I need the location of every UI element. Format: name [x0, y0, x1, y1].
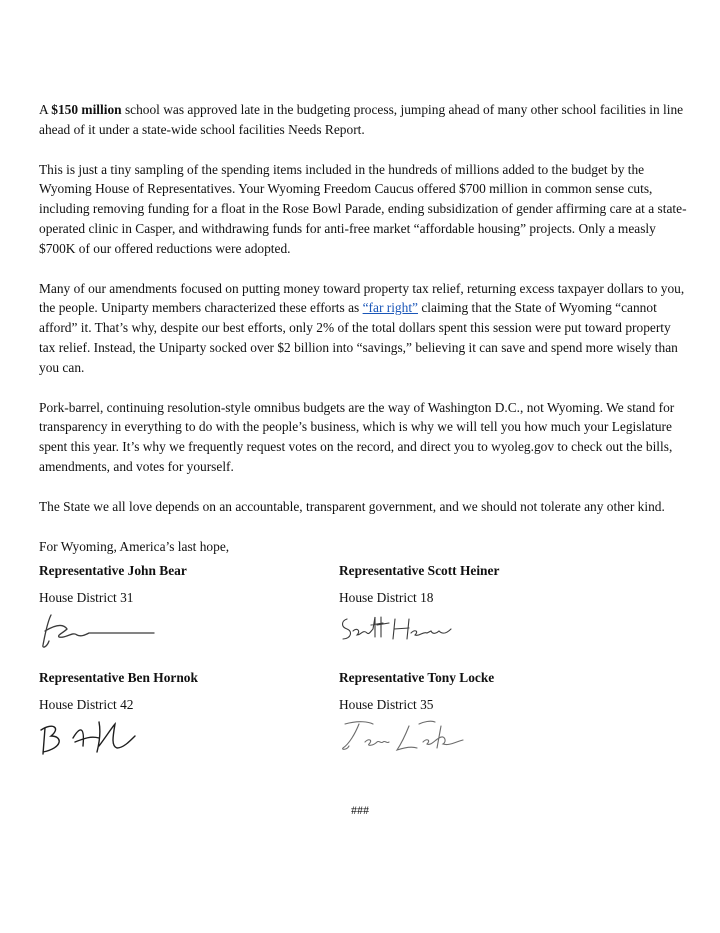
signatory-name: Representative John Bear: [39, 563, 187, 578]
signature-scott-heiner-icon: [339, 611, 459, 647]
signatory-name: Representative Scott Heiner: [339, 563, 500, 578]
paragraph-transparency: Pork-barrel, continuing resolution-style omnibus budgets are the way of Washington D.C., not Wyoming. We stand for transparency in everything to do with the people’s business, which is why we will tell you how much your Legislature spent this year. It’s why we frequently request votes on the record, and direct you to wyoleg.gov to check out the bills, amendments, and votes for yourself.: [39, 399, 675, 474]
paragraph-spending: This is just a tiny sampling of the spending items included in the hundreds of millions added to the budget by the Wyoming House of Representatives. Your Wyoming Freedom Caucus offered $700 million in common sense cuts, including removing funding for a float in the Rose Bowl Parade, ending subsidization of gender affirming care at a state-operated clinic in Casper, and withdrawing funds for anti-free market “affordable housing” projects. Only a measly $700K of our offered reductions were adopted.: [39, 161, 687, 256]
end-mark: ###: [351, 803, 369, 817]
signatory-district: House District 18: [339, 590, 434, 605]
letter-body: [39, 100, 689, 576]
signatory-scott-heiner: [339, 561, 639, 647]
signatory-district: House District 31: [39, 590, 134, 605]
signature-tony-locke-icon: [339, 718, 469, 756]
paragraph-school: A $150 million school was approved late in the budgeting process, jumping ahead of many other school facilities in line ahead of it under a state-wide school facilities Needs Report.: [39, 102, 684, 137]
closing-line: For Wyoming, America’s last hope,: [39, 538, 230, 554]
signature-john-bear-icon: [39, 611, 169, 651]
bold-amount: $150 million: [51, 102, 122, 117]
signatory-tony-locke: [339, 668, 639, 756]
far-right-link[interactable]: “far right”: [362, 300, 418, 316]
signatory-name: Representative Ben Hornok: [39, 670, 198, 685]
signatory-district: House District 35: [339, 697, 434, 712]
signature-ben-hornok-icon: [39, 718, 149, 758]
signatory-district: House District 42: [39, 697, 134, 712]
signatory-name: Representative Tony Locke: [339, 670, 495, 685]
signatory-john-bear: [39, 561, 339, 651]
signatory-ben-hornok: [39, 668, 339, 758]
paragraph-amendments: Many of our amendments focused on putting money toward property tax relief, returning excess taxpayer dollars to you, the people. Uniparty members characterized these efforts as “far right” claiming that the State of Wyoming “cannot afford” it. That’s why, despite our best efforts, only 2% of the total dollars spent this session were put toward property tax relief. Instead, the Uniparty socked over $2 billion into “savings,” believing it can save and spend more wisely than you can.: [39, 280, 685, 375]
paragraph-state: The State we all love depends on an accountable, transparent government, and we should not tolerate any other kind.: [39, 498, 665, 514]
